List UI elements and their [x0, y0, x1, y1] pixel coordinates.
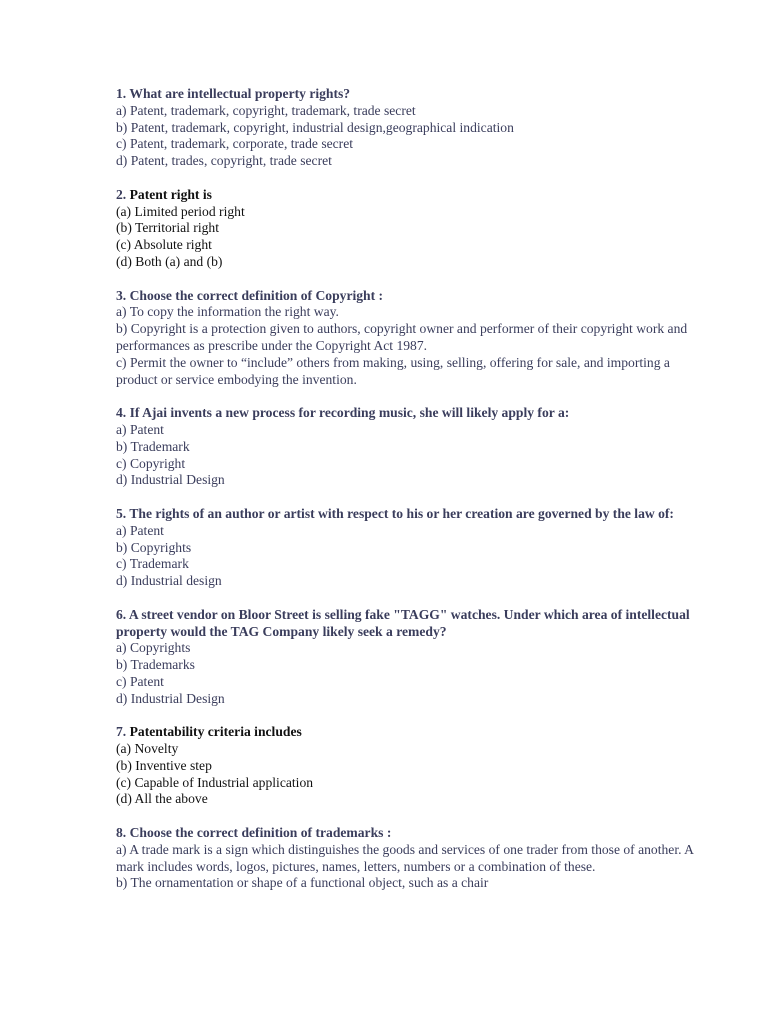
question-text: Patent right is: [129, 186, 212, 202]
question-text: Patentability criteria includes: [129, 724, 302, 740]
answer-option: b) Trademark: [116, 438, 190, 454]
answer-option: (d) All the above: [116, 791, 208, 807]
question-text: The rights of an author or artist with respect to his or her creation are governed by the law of:: [129, 505, 674, 521]
answer-option: c) Copyright: [116, 455, 186, 471]
question-3: [116, 288, 696, 389]
answer-option: (b) Inventive step: [116, 757, 212, 773]
answer-option: a) Patent: [116, 522, 164, 538]
question-1: [116, 86, 696, 170]
answer-option: a) To copy the information the right way.: [116, 304, 339, 320]
answer-option: d) Industrial design: [116, 573, 222, 589]
question-text: A street vendor on Bloor Street is selling fake "TAGG" watches. Under which area of intellectual property would the TAG Company likely seek a remedy?: [116, 606, 690, 639]
answer-option: c) Trademark: [116, 556, 189, 572]
answer-option: b) Copyright is a protection given to authors, copyright owner and performer of their copyright work and performances as prescribe under the Copyright Act 1987.: [116, 321, 688, 353]
question-number: 7.: [116, 724, 127, 740]
question-7: [116, 724, 696, 808]
question-number: 2.: [116, 186, 127, 202]
quiz-page: [116, 86, 696, 909]
answer-option: c) Patent, trademark, corporate, trade secret: [116, 136, 354, 152]
question-2: [116, 187, 696, 271]
question-5: [116, 506, 696, 590]
answer-option: (b) Territorial right: [116, 220, 219, 236]
question-number: 5.: [116, 505, 127, 521]
question-title: [116, 187, 696, 204]
answer-option: a) Patent, trademark, copyright, trademark, trade secret: [116, 102, 416, 118]
answer-option: c) Permit the owner to “include” others from making, using, selling, offering for sale, and importing a product or service embodying the invention.: [116, 354, 670, 387]
question-text: Choose the correct definition of Copyright :: [129, 287, 384, 303]
answer-option: d) Industrial Design: [116, 472, 225, 488]
question-number: 1.: [116, 86, 127, 101]
answer-option: b) Patent, trademark, copyright, industrial design,geographical indication: [116, 119, 514, 135]
question-title: [116, 607, 696, 641]
answer-option: (a) Limited period right: [116, 203, 245, 219]
question-text: If Ajai invents a new process for recording music, she will likely apply for a:: [129, 405, 570, 421]
answer-option: a) A trade mark is a sign which distinguishes the goods and services of one trader from those of another. A mark includes words, logos, pictures, names, letters, numbers or a combination of these.: [116, 841, 694, 874]
question-title: [116, 405, 696, 422]
question-8: [116, 825, 696, 892]
answer-option: d) Patent, trades, copyright, trade secret: [116, 153, 332, 169]
answer-option: (a) Novelty: [116, 741, 179, 757]
question-number: 6.: [116, 606, 127, 622]
question-text: What are intellectual property rights?: [129, 86, 351, 101]
question-number: 3.: [116, 287, 127, 303]
question-number: 8.: [116, 825, 127, 841]
answer-option: (d) Both (a) and (b): [116, 253, 223, 269]
question-title: [116, 506, 696, 523]
question-title: [116, 86, 696, 103]
question-number: 4.: [116, 405, 127, 421]
answer-option: b) Copyrights: [116, 539, 192, 555]
answer-option: (c) Absolute right: [116, 237, 212, 253]
question-title: [116, 288, 696, 305]
question-title: [116, 825, 696, 842]
answer-option: b) Trademarks: [116, 657, 195, 673]
question-4: [116, 405, 696, 489]
answer-option: a) Copyrights: [116, 640, 191, 656]
answer-option: a) Patent: [116, 421, 164, 437]
question-text: Choose the correct definition of trademarks :: [129, 825, 392, 841]
answer-option: c) Patent: [116, 673, 164, 689]
question-title: [116, 724, 696, 741]
answer-option: (c) Capable of Industrial application: [116, 774, 314, 790]
answer-option: b) The ornamentation or shape of a functional object, such as a chair: [116, 875, 489, 891]
question-6: [116, 607, 696, 708]
answer-option: d) Industrial Design: [116, 690, 225, 706]
